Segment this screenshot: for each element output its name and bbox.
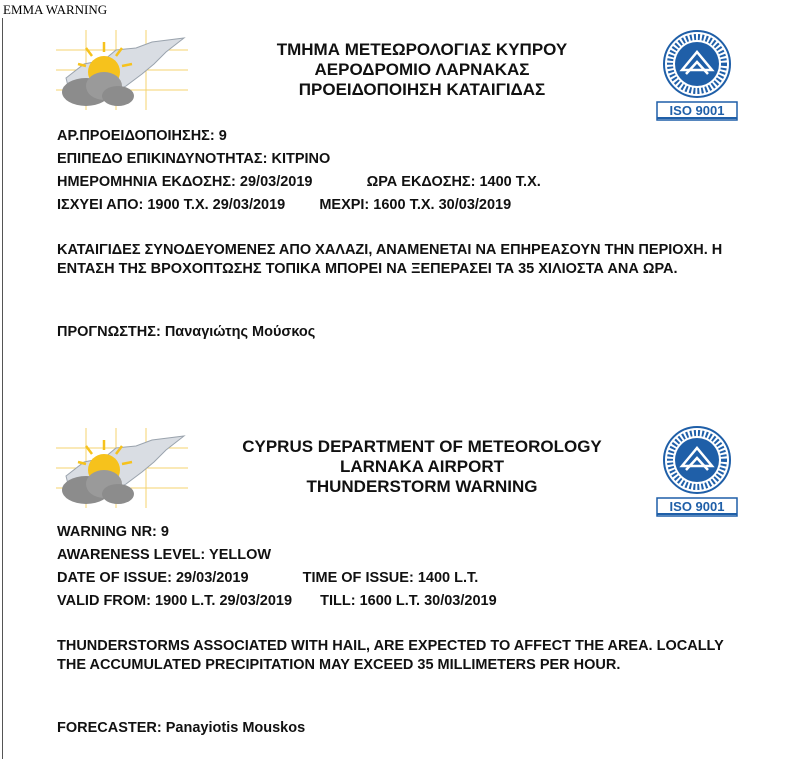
warning-number-row: WARNING NR: 9 [57,524,169,540]
awareness-level-row: ΕΠΙΠΕΔΟ ΕΠΙΚΙΝΔΥΝΟΤΗΤΑΣ: ΚΙΤΡΙΝΟ [57,151,331,167]
awareness-level-value: ΚΙΤΡΙΝΟ [271,151,331,167]
warning-heading [200,437,644,497]
warning-title: THUNDERSTORM WARNING [306,477,538,496]
warning-heading [200,40,644,100]
awareness-level-value: YELLOW [209,547,272,563]
forecaster-name: Παναγιώτης Μούσκος [164,324,316,340]
warning-body: THUNDERSTORMS ASSOCIATED WITH HAIL, ARE EXPECTED TO AFFECT THE AREA. LOCALLY THE ACCUMULATED PRECIPITATION MAY EXCEED 35 MILLIMETERS PER HOUR. [57,638,724,673]
iso-certification-icon [654,426,744,516]
warning-title: ΠΡΟΕΙΔΟΠΟΙΗΣΗ ΚΑΤΑΙΓΙΔΑΣ [298,80,546,99]
warning-body: ΚΑΤΑΙΓΙΔΕΣ ΣΥΝΟΔΕΥΟΜΕΝΕΣ ΑΠΟ ΧΑΛΑΖΙ, ΑΝΑΜΕΝΕΤΑΙ ΝΑ ΕΠΗΡΕΑΣΟΥΝ ΤΗΝ ΠΕΡΙΟΧΗ. Η ΕΝΤΑΣΗ ΤΗΣ ΒΡΟΧΟΠΤΩΣΗΣ ΤΟΠΙΚΑ ΜΠΟΡΕΙ ΝΑ ΞΕΠΕΡΑΣΕΙ ΤΑ 35 ΧΙΛΙΟΣΤΑ ΑΝΑ ΩΡΑ. [57,242,723,277]
iso-badge-label: ISO 9001 [669,499,725,514]
issue-date-row: ΗΜΕΡΟΜΗΝΙΑ ΕΚΔΟΣΗΣ: 29/03/2019 ΩΡΑ ΕΚΔΟΣΗΣ: 1400 Τ.Χ. [57,174,541,190]
iso-certification-icon [654,30,744,120]
warning-number-row: ΑΡ.ΠΡΟΕΙΔΟΠΟΙΗΣΗΣ: 9 [57,128,227,144]
left-border [2,18,3,759]
airport-title: ΑΕΡΟΔΡΟΜΙΟ ΛΑΡΝΑΚΑΣ [314,60,530,79]
validity-row: ΙΣΧΥΕΙ ΑΠΟ: 1900 Τ.Χ. 29/03/2019 ΜΕΧΡΙ: 1600 Τ.Χ. 30/03/2019 [57,197,512,213]
weather-sun-cloud-icon [56,428,188,508]
forecaster-name: Panayiotis Mouskos [165,720,306,736]
awareness-level-row: AWARENESS LEVEL: YELLOW [57,547,272,563]
forecaster-row: FORECASTER: Panayiotis Mouskos [57,720,306,736]
page-title: EMMA WARNING [3,2,108,17]
weather-sun-cloud-icon [56,30,188,110]
warning-details [57,125,541,217]
airport-title: LARNAKA AIRPORT [339,457,504,476]
department-title: ΤΜΗΜΑ ΜΕΤΕΩΡΟΛΟΓΙΑΣ ΚΥΠΡΟΥ [276,40,568,59]
department-title: CYPRUS DEPARTMENT OF METEOROLOGY [242,437,602,456]
iso-badge-label: ISO 9001 [669,103,725,118]
issue-date-row: DATE OF ISSUE: 29/03/2019 TIME OF ISSUE: 1400 L.T. [57,570,479,586]
validity-row: VALID FROM: 1900 L.T. 29/03/2019 TILL: 1600 L.T. 30/03/2019 [57,593,497,609]
forecaster-row: ΠΡΟΓΝΩΣΤΗΣ: Παναγιώτης Μούσκος [57,324,316,340]
warning-details [57,521,497,613]
